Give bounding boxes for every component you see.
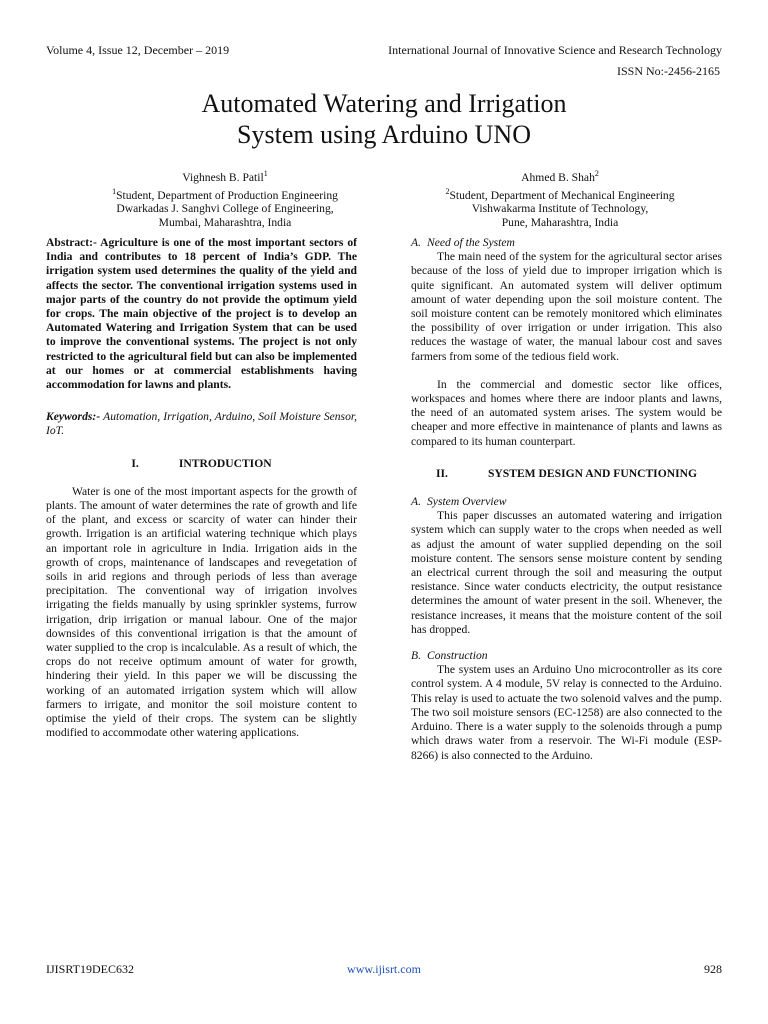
author-block-2 (390, 167, 730, 230)
need-paragraph-1: The main need of the system for the agricultural sector arises because of the loss of yield due to improper irrigation which is quite significant. An automated system will deliver optimum amount of water depending upon the soil moisture content. The soil moisture content can be remotely monitored which eliminates the possibility of over irrigation or under irrigation. This also reduces the wastage of water, the manual labour cost and saves farmers from some of the tedious field work. (411, 250, 722, 363)
author-affil-3: Pune, Maharashtra, India (501, 216, 619, 230)
author-affil-2: Dwarkadas J. Sanghvi College of Engineering, (116, 202, 334, 216)
subsection-heading-need (411, 236, 722, 250)
subsection-heading-construction (411, 649, 722, 663)
title-line-1: Automated Watering and Irrigation (201, 89, 567, 118)
author-affil-2: Vishwakarma Institute of Technology, (471, 202, 649, 216)
keywords-label: Keywords:- (46, 410, 101, 424)
footer-paper-id: IJISRT19DEC632 (46, 962, 134, 976)
need-paragraph-2: In the commercial and domestic sector like offices, workspaces and homes where there are indoor plants and lawns, the need of an automated system arises. The system would be cheaper and more effective in maintenance of plants and lawns as compared to its human counterpart. (411, 377, 722, 448)
abstract: Abstract:- Agriculture is one of the most important sectors of India and contributes to 18 percent of India’s GDP. The irrigation system used determines the quality of the yield and affects the sector. The conventional irrigation systems used in major parts of the country do not provide the optimum yield for crops. The main objective of the project is to develop an Automated Watering and Irrigation System that can be used to improve the conventional systems. The project is not only restricted to the agricultural field but can also be implemented at our homes or at commercial establishments having accommodation for lawns and plants. (46, 236, 357, 392)
affil-sup: 2 (445, 186, 450, 196)
introduction-body: Water is one of the most important aspects for the growth of plants. The amount of water determines the rate of growth and life of the plant, and excess or scarcity of water can hinder their growth. Irrigation is an artificial watering technique which plays an important role in agriculture in India. Irrigation aids in the growth of crops, maintenance of landscapes and revegetation of soils in arid regions and through periods of less than average precipitation. The conventional way of irrigation involves irrigating the fields manually by using sprinkler systems, furrow irrigation, drip irrigation or manual labour. One of the major downsides of this conventional irrigation is that the amount of water supplied to the crop is incalculable. As a result of which, the crops do not receive optimum amount of water for growth, hindering their yield. In this paper we will be discussing the working of an automated irrigation system which will allow farmers to irrigate, and monitor the soil moisture content to optimise the yield of their crops. The system can be slightly modified to accommodate other watering applications. (46, 484, 357, 740)
keywords (46, 410, 357, 438)
author-affil-1: Student, Department of Mechanical Engineering (449, 188, 675, 202)
author-name: Vighnesh B. Patil (182, 170, 264, 184)
subsection-letter: B. (411, 649, 421, 663)
author-affil-1: Student, Department of Production Engineering (116, 188, 338, 202)
title-line-2: System using Arduino UNO (237, 120, 531, 149)
right-column (411, 236, 722, 763)
section-title: INTRODUCTION (178, 456, 272, 470)
footer-page-number: 928 (704, 962, 722, 976)
subsection-title: Need of the System (427, 236, 515, 249)
header-journal: International Journal of Innovative Science and Research Technology (388, 43, 722, 57)
header-volume: Volume 4, Issue 12, December – 2019 (46, 43, 230, 57)
construction-body: The system uses an Arduino Uno microcontroller as its core control system. A 4 module, 5V relay is connected to the Arduino. This relay is used to actuate the two solenoid valves and the pump. The two soil moisture sensors (EC-1258) are also connected to the Arduino. There is a water supply to the solenoids through a pump which draws water from a reservoir. The Wi-Fi module (ESP-8266) is also connected to the Arduino. (411, 663, 722, 762)
section-heading-introduction (46, 457, 357, 471)
affil-sup: 1 (112, 186, 117, 196)
author-sup: 1 (263, 169, 268, 178)
author-affil-3: Mumbai, Maharashtra, India (158, 216, 292, 230)
footer-website-link[interactable]: www.ijisrt.com (347, 962, 421, 976)
paragraph-gap (411, 637, 722, 649)
section-heading-system-design (411, 467, 722, 481)
left-column (46, 236, 357, 741)
author-block-1 (60, 167, 390, 230)
section-number: II. (436, 466, 448, 480)
author-sup: 2 (594, 169, 599, 178)
paragraph-gap (411, 364, 722, 378)
subsection-title: Construction (427, 649, 488, 663)
overview-body: This paper discusses an automated watering and irrigation system which can supply water to the crops when needed as well as adjust the amount of water supplied depending on the soil moisture content. The sensors sense moisture content by sending an electrical current through the soil and measuring the output resistance. Since water conducts electricity, the output resistance determines the amount of water present in the soil. Whenever, the resistance increases, it means that the moisture content of the soil has dropped. (411, 509, 722, 636)
subsection-heading-overview (411, 495, 722, 509)
subsection-title: System Overview (427, 495, 507, 509)
keywords-text: Automation, Irrigation, Arduino, Soil Moisture Sensor, IoT. (46, 410, 357, 438)
section-number: I. (131, 456, 139, 470)
author-name: Ahmed B. Shah (521, 170, 595, 184)
subsection-letter: A. (411, 236, 421, 249)
subsection-letter: A. (411, 495, 421, 509)
paper-title (60, 88, 708, 150)
header-issn: ISSN No:-2456-2165 (616, 64, 720, 78)
section-title: SYSTEM DESIGN AND FUNCTIONING (487, 466, 697, 480)
